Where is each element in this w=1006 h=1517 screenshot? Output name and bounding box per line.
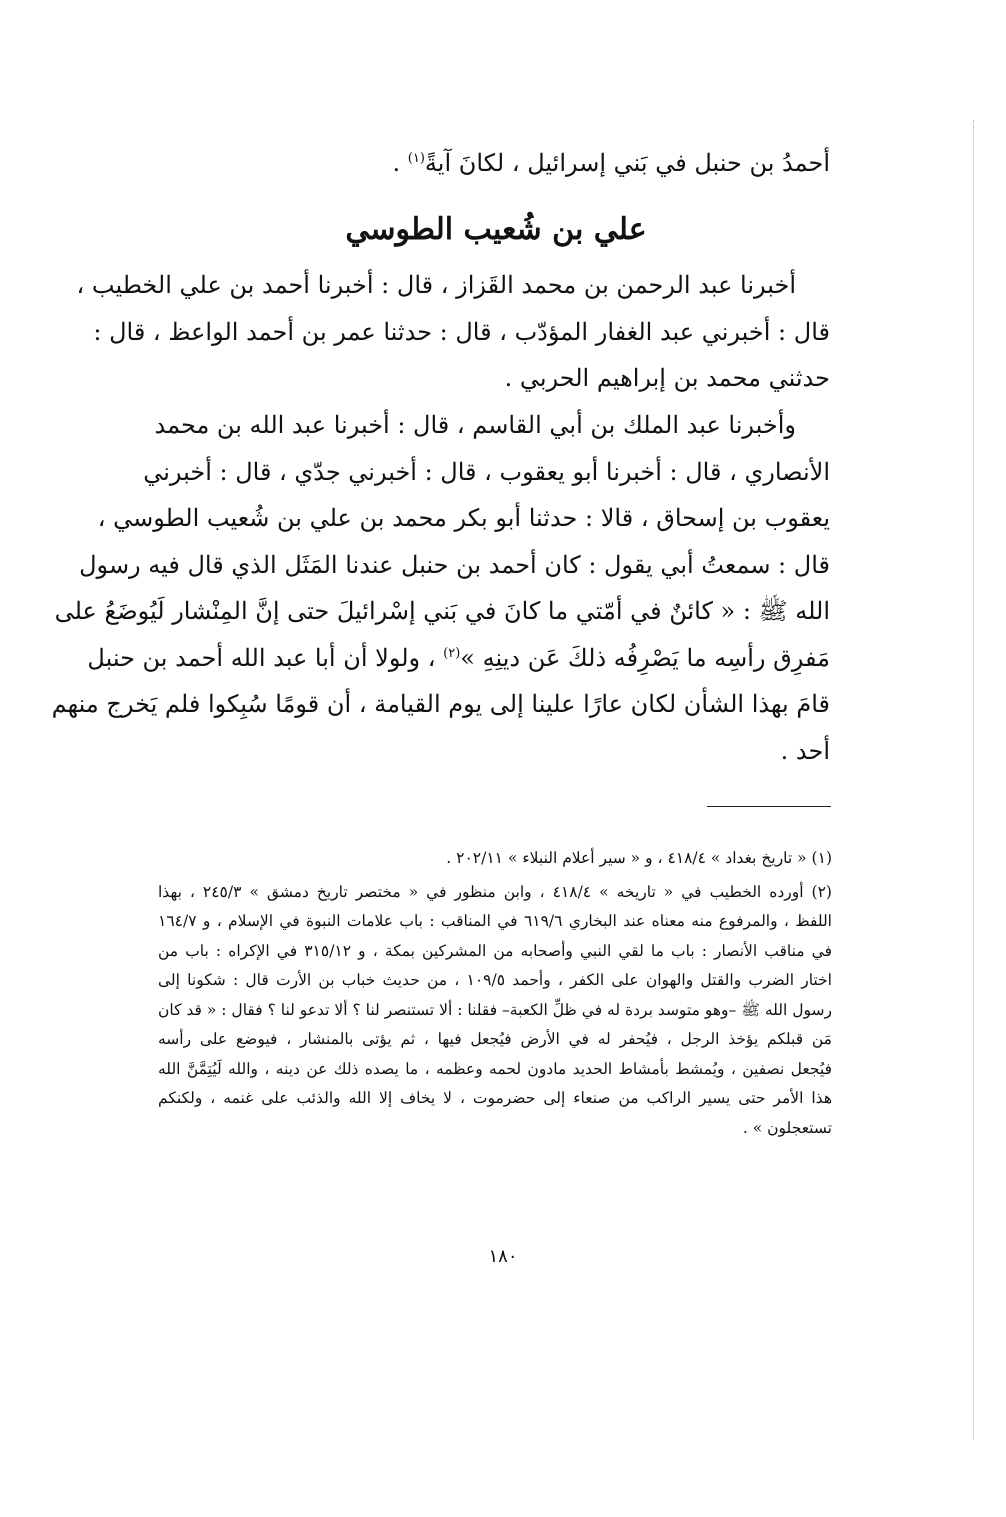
paragraph-line: أحد . (780, 736, 830, 765)
paragraph-line: قال : أخبرني عبد الغفار المؤدّب ، قال : حدثنا عمر بن أحمد الواعظ ، قال : (93, 317, 830, 346)
footnotes (158, 844, 832, 1143)
footnote-2-line: اللفظ ، والمرفوع منه معناه عند البخاري ٦١٩/٦ في المناقب : باب علامات النبوة في الإسلام ، و ١٦٤/٧ (158, 912, 832, 930)
paragraph-line: قال : سمعتُ أبي يقول : كان أحمد بن حنبل عندنا المَثَل الذي قال فيه رسول (79, 550, 830, 579)
paragraph-line: أخبرنا عبد الرحمن بن محمد القَزاز ، قال : أخبرنا أحمد بن علي الخطيب ، (76, 271, 796, 299)
section-heading: علي بن شُعيب الطوسي (345, 212, 647, 247)
footnote-1: (١) « تاريخ بغداد » ٤١٨/٤ ، و « سير أعلام النبلاء » ٢٠٢/١١ . (446, 849, 832, 867)
paragraph-text: ، ولولا أن أبا عبد الله أحمد بن حنبل (87, 643, 444, 672)
footnote-2-line: هذا الأمر حتى يسير الراكب من صنعاء إلى حضرموت ، لا يخاف إلا الله والذئب على غنمه ، ولكنكم (158, 1089, 832, 1107)
paragraph-line: وأخبرنا عبد الملك بن أبي القاسم ، قال : أخبرنا عبد الله بن محمد (154, 411, 796, 439)
paragraph-1 (76, 262, 830, 402)
paragraph-line: قامَ بهذا الشأن لكان عارًا علينا إلى يوم القيامة ، أن قومًا سُبِكوا فلم يَخرج منهم (51, 690, 830, 718)
paragraph-2 (51, 402, 830, 774)
paragraph-line: يعقوب بن إسحاق ، قالا : حدثنا أبو بكر محمد بن علي بن شُعيب الطوسي ، (97, 504, 830, 532)
footnote-2-line: في مناقب الأنصار : باب ما لقي النبي وأصحابه من المشركين بمكة ، و ٣١٥/١٢ في الإكراه : باب من (158, 941, 832, 960)
paragraph-line: حدثني محمد بن إبراهيم الحربي . (504, 364, 830, 392)
footnote-2-line: مَن قبلكم يؤخذ الرجل ، فيُحفر له في الأرض فيُجعل فيها ، ثم يؤتى بالمنشار ، فيوضع على رأسه (158, 1030, 832, 1048)
scan-edge-line (973, 120, 975, 1440)
intro-text-line (162, 140, 830, 187)
intro-text: أحمدُ بن حنبل في بَني إسرائيل ، لكانَ آيةً (424, 149, 830, 177)
page-number: ١٨٠ (488, 1246, 518, 1267)
intro-line (162, 140, 830, 187)
footnote-2-line: رسول الله ﷺ –وهو متوسد بردة له في ظلِّ الكعبة– فقلنا : ألا تستنصر لنا ؟ ألا تدعو لنا ؟ فقال : « قد كان (157, 1000, 832, 1019)
footnote-2-line: فيُجعل نصفين ، ويُمشط بأمشاط الحديد مادون لحمه وعظمه ، ما يصده ذلك عن دينه ، والله لَيُتِمَّنَّ الله (158, 1059, 832, 1078)
footnote-separator (707, 806, 831, 807)
footnote-ref-2: (٢) (443, 645, 461, 661)
intro-tail: . (392, 149, 408, 177)
paragraph-line: الله ﷺ : « كائنٌ في أمّتي ما كانَ في بَني إسْرائيلَ حتى إنَّ المِنْشار لَيُوضَعُ على (54, 597, 830, 625)
paragraph-line: الأنصاري ، قال : أخبرنا أبو يعقوب ، قال : أخبرني جدّي ، قال : أخبرني (143, 457, 830, 486)
paragraph-line-with-ref (87, 635, 830, 682)
paragraph-text: مَفرِق رأسِه ما يَصْرِفُه ذلكَ عَن دينِهِ » (460, 643, 830, 672)
footnote-2-line: (٢) أورده الخطيب في « تاريخه » ٤١٨/٤ ، وابن منظور في « مختصر تاريخ دمشق » ٢٤٥/٣ ، بهذا (158, 882, 832, 901)
footnote-2-line: اختار الضرب والقتل والهوان على الكفر ، وأحمد ١٠٩/٥ ، من حديث خباب بن الأرت قال : شكونا إلى (158, 971, 832, 989)
footnote-2-line: تستعجلون » . (742, 1118, 832, 1137)
footnote-ref-1: (١) (407, 151, 425, 166)
